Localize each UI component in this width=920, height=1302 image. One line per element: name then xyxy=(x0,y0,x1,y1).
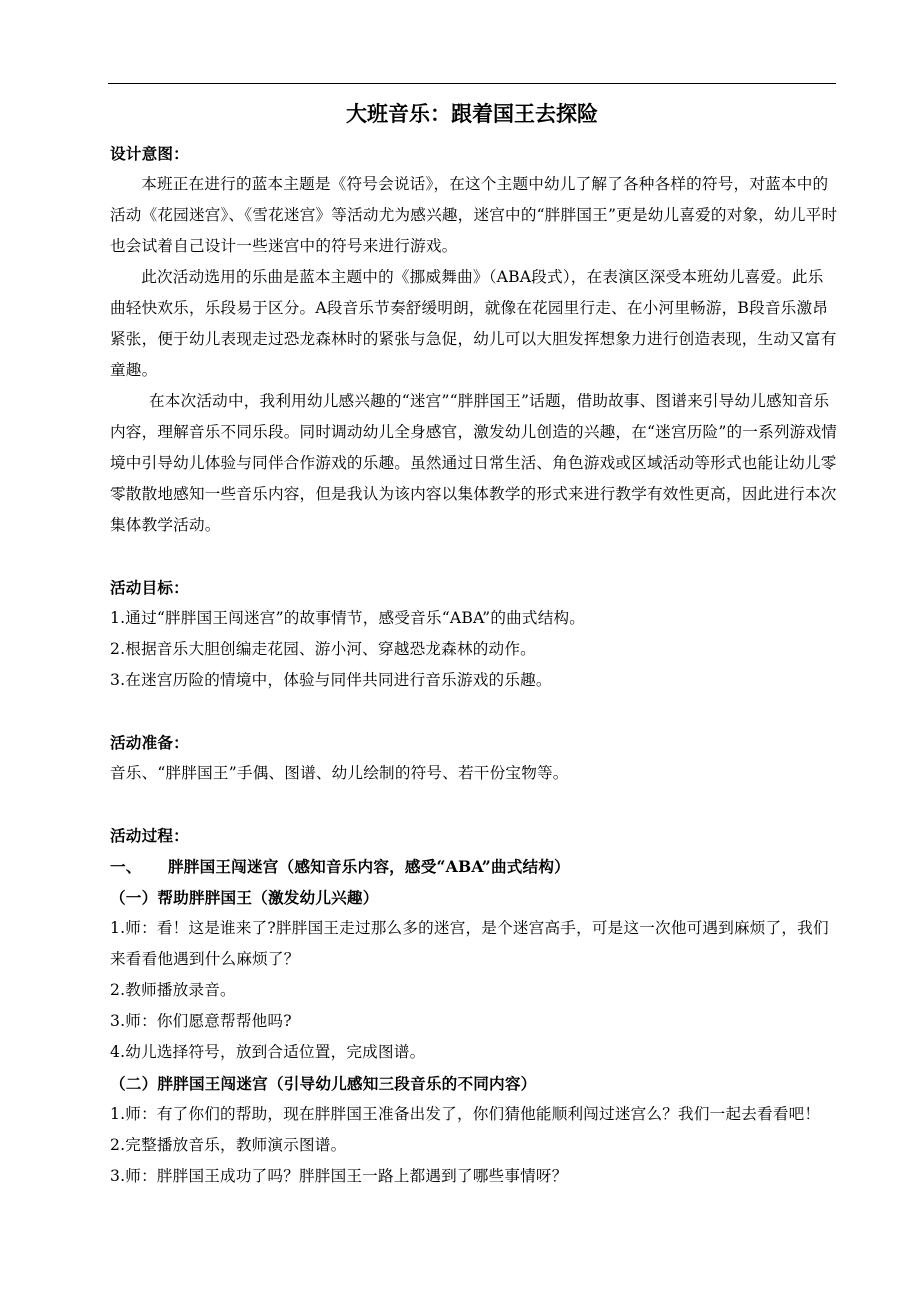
design-paragraph-1: 本班正在进行的蓝本主题是《符号会说话》，在这个主题中幼儿了解了各种各样的符号，对蓝本中的活动《花园迷宫》、《雪花迷宫》等活动尤为感兴趣，迷宫中的“胖胖国王”更是幼儿喜爱的对象，幼儿平时也会试着自己设计一些迷宫中的符号来进行游戏。 xyxy=(110,175,838,255)
prep-heading: 活动准备： xyxy=(110,733,189,752)
subsection-2-item-3: 3.师：胖胖国王成功了吗？胖胖国王一路上都遇到了哪些事情呀？ xyxy=(110,1167,568,1185)
design-paragraph-2: 此次活动选用的乐曲是蓝本主题中的《挪威舞曲》（ABA段式），在表演区深受本班幼儿喜爱。此乐曲轻快欢乐，乐段易于区分。A段音乐节奏舒缓明朗，就像在花园里行走、在小河里畅游，B段音乐激昂紧张，便于幼儿表现走过恐龙森林时的紧张与急促，幼儿可以大胆发挥想象力进行创造表现，生动又富有童趣。 xyxy=(110,268,837,379)
document-body xyxy=(110,138,838,1192)
section-1-number: 一、 xyxy=(110,857,142,876)
subsection-1-item-2: 2.教师播放录音。 xyxy=(110,981,236,999)
goals-heading: 活动目标： xyxy=(110,578,189,597)
subsection-2-item-2: 2.完整播放音乐，教师演示图谱。 xyxy=(110,1136,347,1154)
subsection-2-item-1: 1.师：有了你们的帮助，现在胖胖国王准备出发了，你们猜他能顺利闯过迷宫么？我们一起去看看吧！ xyxy=(110,1105,821,1123)
spacer xyxy=(110,696,838,727)
goal-item-1: 1.通过“胖胖国王闯迷宫”的故事情节，感受音乐“ABA”的曲式结构。 xyxy=(110,609,586,627)
section-1-heading xyxy=(110,851,838,882)
section-1-title: 胖胖国王闯迷宫（感知音乐内容，感受“ABA”曲式结构） xyxy=(168,857,570,876)
goal-item-2: 2.根据音乐大胆创编走花园、游小河、穿越恐龙森林的动作。 xyxy=(110,640,536,658)
design-paragraph-3: 在本次活动中，我利用幼儿感兴趣的“迷宫”“胖胖国王”话题，借助故事、图谱来引导幼儿感知音乐内容，理解音乐不同乐段。同时调动幼儿全身感官，激发幼儿创造的兴趣，在“迷宫历险”的一系列游戏情境中引导幼儿体验与同伴合作游戏的乐趣。虽然通过日常生活、角色游戏或区域活动等形式也能让幼儿零零散散地感知一些音乐内容，但是我认为该内容以集体教学的形式来进行教学有效性更高，因此进行本次集体教学活动。 xyxy=(110,392,838,534)
subsection-1-item-4: 4.幼儿选择符号，放到合适位置，完成图谱。 xyxy=(110,1043,426,1061)
design-heading: 设计意图： xyxy=(110,144,189,163)
process-heading: 活动过程： xyxy=(110,826,189,845)
document-title: 大班音乐：跟着国王去探险 xyxy=(346,101,598,126)
spacer xyxy=(110,541,838,572)
spacer xyxy=(110,789,838,820)
header-rule xyxy=(108,83,836,84)
goal-item-3: 3.在迷宫历险的情境中，体验与同伴共同进行音乐游戏的乐趣。 xyxy=(110,671,552,689)
prep-text: 音乐、“胖胖国王”手偶、图谱、幼儿绘制的符号、若干份宝物等。 xyxy=(110,764,569,782)
subsection-1-item-1: 1.师：看！这是谁来了?胖胖国王走过那么多的迷宫，是个迷宫高手，可是这一次他可遇到麻烦了，我们来看看他遇到什么麻烦了？ xyxy=(110,919,829,968)
subsection-1-title: （一）帮助胖胖国王（激发幼儿兴趣） xyxy=(110,888,379,907)
subsection-1-item-3: 3.师：你们愿意帮帮他吗? xyxy=(110,1012,292,1030)
subsection-2-title: （二）胖胖国王闯迷宫（引导幼儿感知三段音乐的不同内容） xyxy=(110,1074,537,1093)
